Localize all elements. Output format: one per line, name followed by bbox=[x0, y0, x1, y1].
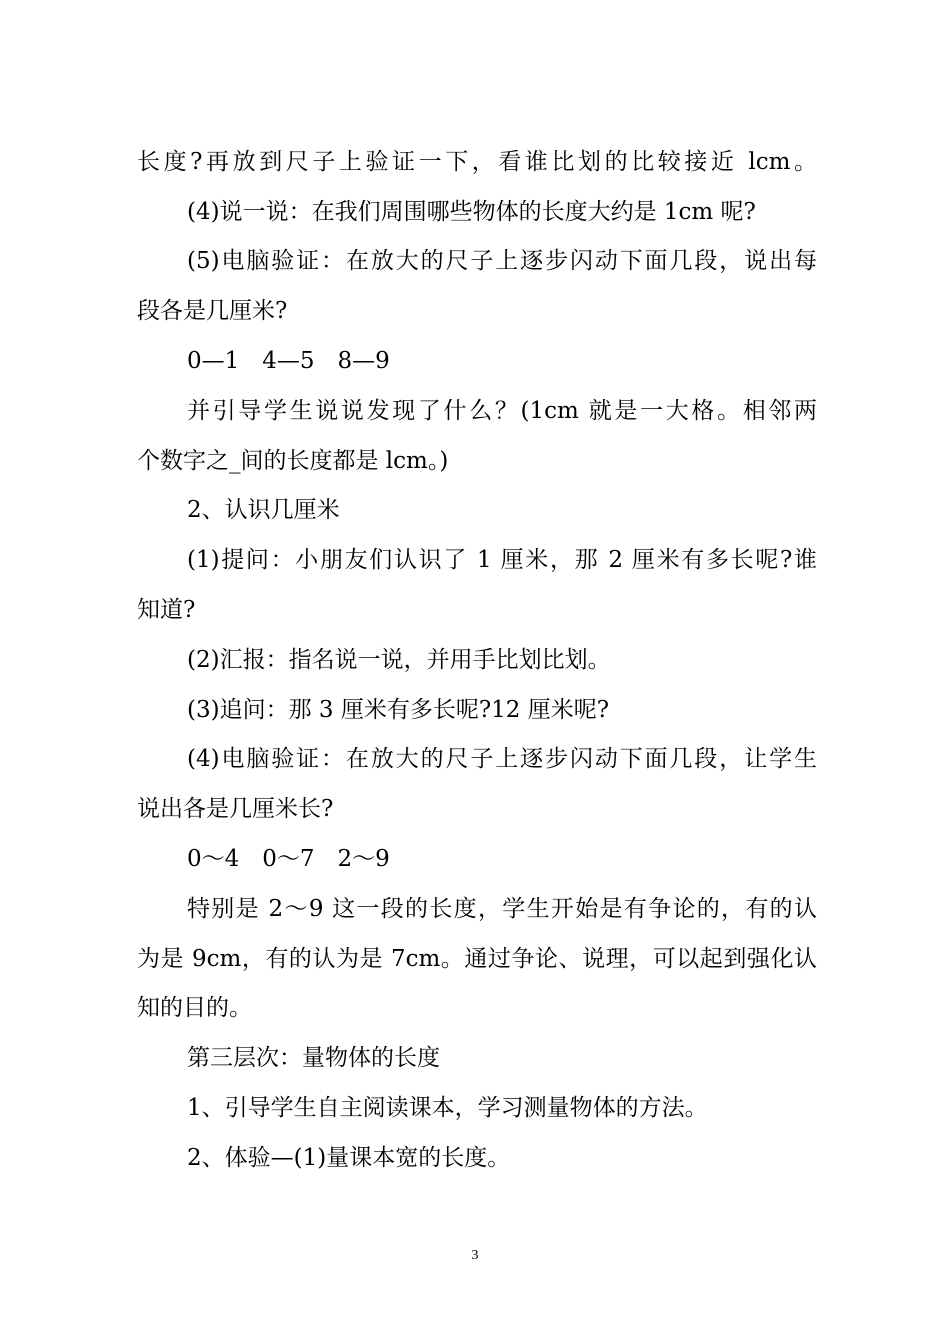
text-line-5: 0—1 4—5 8—9 bbox=[187, 348, 390, 374]
text-line-15: 0～4 0～7 2～9 bbox=[187, 846, 390, 872]
text-line-11: (2)汇报：指名说一说，并用手比划比划。 bbox=[187, 647, 611, 673]
text-line-18: 知的目的。 bbox=[137, 995, 252, 1021]
text-line-2: (4)说一说：在我们周围哪些物体的长度大约是 1cm 呢? bbox=[187, 199, 756, 225]
text-line-12: (3)追问：那 3 厘米有多长呢?12 厘米呢? bbox=[187, 697, 610, 723]
text-line-20: 1、引导学生自主阅读课本，学习测量物体的方法。 bbox=[187, 1095, 708, 1121]
text-line-21: 2、体验—(1)量课本宽的长度。 bbox=[187, 1145, 511, 1171]
text-line-7: 个数字之_间的长度都是 lcm。) bbox=[137, 448, 449, 474]
text-line-6: 并引导学生说说发现了什么？(1cm 就是一大格。相邻两 bbox=[187, 398, 817, 424]
text-line-1: 长度?再放到尺子上验证一下，看谁比划的比较接近 lcm。 bbox=[137, 149, 817, 175]
page-number: 3 bbox=[471, 1248, 479, 1263]
text-line-14: 说出各是几厘米长? bbox=[137, 796, 334, 822]
text-line-16: 特别是 2～9 这一段的长度，学生开始是有争论的，有的认 bbox=[187, 896, 817, 922]
text-line-9: (1)提问：小朋友们认识了 1 厘米，那 2 厘米有多长呢?谁 bbox=[187, 547, 817, 573]
text-line-10: 知道? bbox=[137, 597, 196, 623]
text-line-8: 2、认识几厘米 bbox=[187, 497, 340, 523]
text-line-13: (4)电脑验证：在放大的尺子上逐步闪动下面几段，让学生 bbox=[187, 746, 817, 772]
text-line-17: 为是 9cm，有的认为是 7cm。通过争论、说理，可以起到强化认 bbox=[137, 946, 817, 972]
text-line-4: 段各是几厘米? bbox=[137, 298, 288, 324]
text-line-19: 第三层次：量物体的长度 bbox=[187, 1045, 440, 1071]
text-line-3: (5)电脑验证：在放大的尺子上逐步闪动下面几段，说出每 bbox=[187, 248, 817, 274]
